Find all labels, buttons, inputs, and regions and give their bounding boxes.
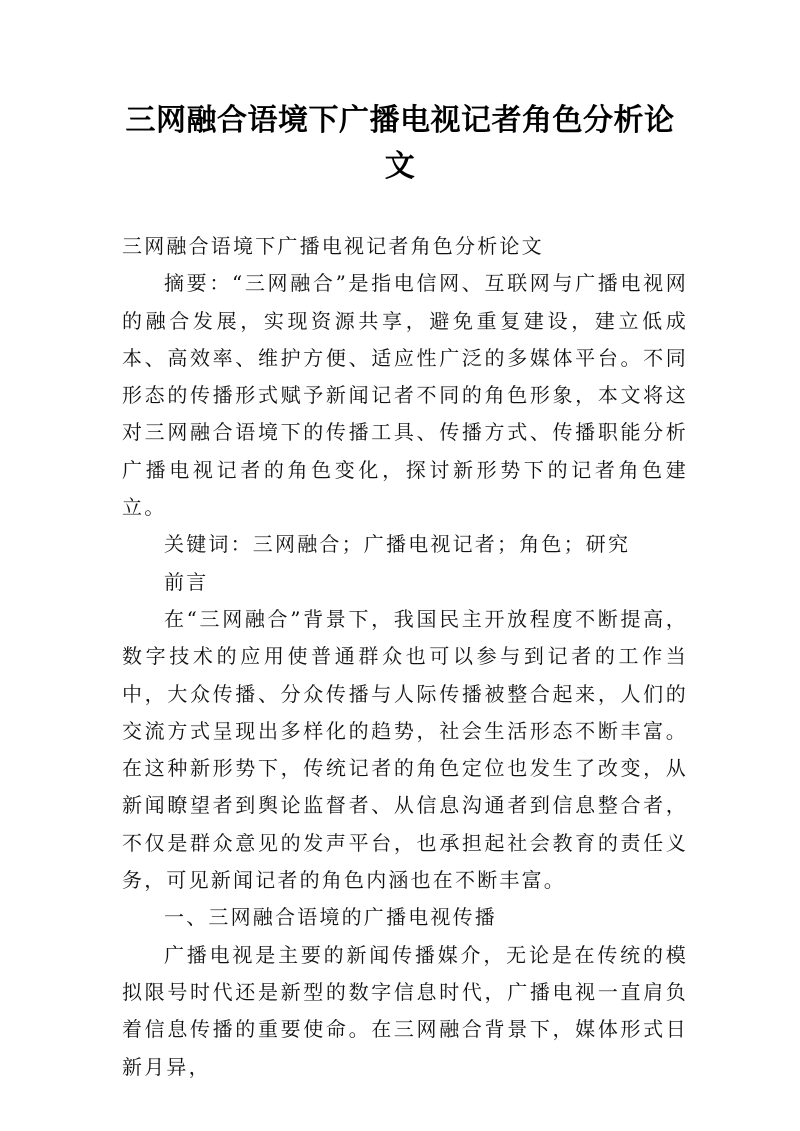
- abstract-paragraph: 摘要：“三网融合”是指电信网、互联网与广播电视网的融合发展，实现资源共享，避免重复建设，建立低成本、高效率、维护方便、适应性广泛的多媒体平台。不同形态的传播形式赋予新闻记者不同的角色形象，本文将这对三网融合语境下的传播工具、传播方式、传播职能分析广播电视记者的角色变化，探讨新形势下的记者角色建立。: [122, 271, 688, 520]
- preface-heading: 前言: [164, 569, 209, 594]
- document-subtitle: 三网融合语境下广播电视记者角色分析论文: [122, 234, 544, 258]
- section-1-paragraph: 广播电视是主要的新闻传播媒介，无论是在传统的模拟限号时代还是新型的数字信息时代，广播电视一直肩负着信息传播的重要使命。在三网融合背景下，媒体形式日新月异，: [122, 942, 688, 1079]
- section-1-heading: 一、三网融合语境的广播电视传播: [164, 905, 497, 930]
- document-title: [110, 98, 690, 190]
- keywords-paragraph: 关键词：三网融合；广播电视记者；角色；研究: [164, 532, 631, 557]
- document-title-text: 三网融合语境下广播电视记者角色分析论 文: [125, 103, 675, 184]
- preface-paragraph: 在“三网融合”背景下，我国民主开放程度不断提高，数字技术的应用使普通群众也可以参与到记者的工作当中，大众传播、分众传播与人际传播被整合起来，人们的交流方式呈现出多样化的趋势，社会生活形态不断丰富。在这种新形势下，传统记者的角色定位也发生了改变，从新闻瞭望者到舆论监督者、从信息沟通者到信息整合者，不仅是群众意见的发声平台，也承担起社会教育的责任义务，可见新闻记者的角色内涵也在不断丰富。: [122, 606, 688, 893]
- document-body: [122, 228, 688, 1086]
